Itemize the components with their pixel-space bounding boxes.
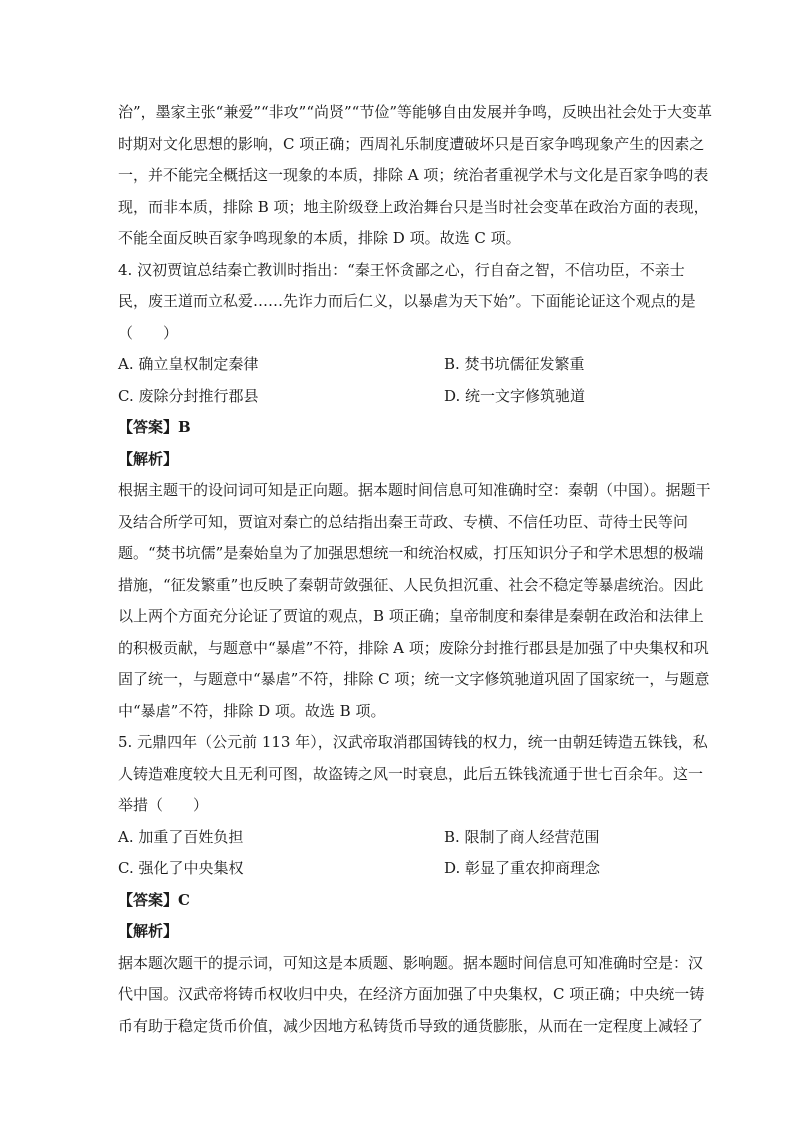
text-line: 固了统一，与题意中“暴虐”不符，排除 C 项；统一文字修筑驰道巩固了国家统一，与题意 — [118, 670, 710, 688]
text-line: 措施，“征发繁重”也反映了秦朝苛敛强征、人民负担沉重、社会不稳定等暴虐统治。因此 — [118, 575, 704, 594]
text-line: 据本题次题干的提示词，可知这是本质题、影响题。据本题时间信息可知准确时空是：汉 — [118, 953, 704, 972]
text-line: 代中国。汉武帝将铸币权收归中央，在经济方面加强了中央集权，C 项正确；中央统一铸 — [118, 985, 705, 1003]
option-d: D. 彰显了重农抑商理念 — [444, 859, 601, 877]
option-c: C. 强化了中央集权 — [118, 859, 244, 877]
question-5 — [118, 727, 708, 1042]
text-line: 时期对文化思想的影响，C 项正确；西周礼乐制度遭破坏只是百家争鸣现象产生的因素之 — [118, 134, 705, 153]
options-row — [118, 381, 668, 413]
text-line: 的积极贡献，与题意中“暴虐”不符，排除 A 项；废除分封推行郡县是加强了中央集权和巩 — [118, 638, 709, 657]
question-stem-line: 人铸造难度较大且无利可图，故盗铸之风一时衰息，此后五铢钱流通于世七百余年。这一 — [118, 764, 704, 783]
option-a: A. 加重了百姓负担 — [118, 827, 244, 846]
analysis-text — [118, 948, 705, 1043]
analysis-label: 【解析】 — [118, 922, 179, 940]
previous-analysis-paragraph — [118, 97, 713, 255]
answer-blank: （ ） — [118, 323, 179, 342]
text-line: 以上两个方面充分论证了贾谊的观点，B 项正确；皇帝制度和秦律是秦朝在政治和法律上 — [118, 607, 704, 625]
options-row — [118, 349, 668, 381]
text-line: 不能全面反映百家争鸣现象的本质，排除 D 项。故选 C 项。 — [118, 229, 521, 247]
option-d: D. 统一文字修筑驰道 — [444, 386, 586, 405]
document-page — [118, 97, 713, 1042]
question-stem-line: 4. 汉初贾谊总结秦亡教训时指出：“秦王怀贪鄙之心，行自奋之智，不信功臣，不亲士 — [118, 260, 685, 279]
option-a: A. 确立皇权制定秦律 — [118, 355, 259, 373]
text-line: 现，而非本质，排除 B 项；地主阶级登上政治舞台只是当时社会变革在政治方面的表现， — [118, 197, 709, 216]
option-c: C. 废除分封推行郡县 — [118, 386, 259, 405]
text-line: 及结合所学可知，贾谊对秦亡的总结指出秦王苛政、专横、不信任功臣、苛待士民等问 — [118, 512, 689, 531]
text-line: 根据主题干的设问词可知是正向题。据本题时间信息可知准确时空：秦朝（中国）。据题干 — [118, 481, 711, 499]
question-4 — [118, 255, 711, 728]
option-b: B. 焚书坑儒征发繁重 — [444, 355, 585, 373]
answer-label: 【答案】B — [118, 418, 191, 436]
text-line: 币有助于稳定货币价值，减少因地方私铸货币导致的通货膨胀，从而在一定程度上减轻了 — [118, 1016, 704, 1035]
text-line: 治”，墨家主张“兼爱”“非攻”“尚贤”“节俭”等能够自由发展并争鸣，反映出社会处于大变革 — [118, 103, 713, 121]
text-line: 中“暴虐”不符，排除 D 项。故选 B 项。 — [118, 701, 386, 720]
option-b: B. 限制了商人经营范围 — [444, 827, 600, 846]
question-stem-line: 举措（ ） — [118, 796, 209, 814]
question-stem-line: 民，废王道而立私爱……先诈力而后仁义，以暴虐为天下始”。下面能论证这个观点的是 — [118, 292, 696, 310]
analysis-text — [118, 475, 711, 727]
text-line: 一，并不能完全概括这一现象的本质，排除 A 项；统治者重视学术与文化是百家争鸣的表 — [118, 166, 709, 184]
question-stem-line: 5. 元鼎四年（公元前 113 年），汉武帝取消郡国铸钱的权力，统一由朝廷铸造五铢钱，私 — [118, 733, 708, 751]
options-row — [118, 822, 668, 854]
analysis-label: 【解析】 — [118, 449, 179, 468]
answer-label: 【答案】C — [118, 890, 190, 909]
options-row — [118, 853, 668, 885]
text-line: 题。“焚书坑儒”是秦始皇为了加强思想统一和统治权威，打压知识分子和学术思想的极端 — [118, 544, 704, 562]
